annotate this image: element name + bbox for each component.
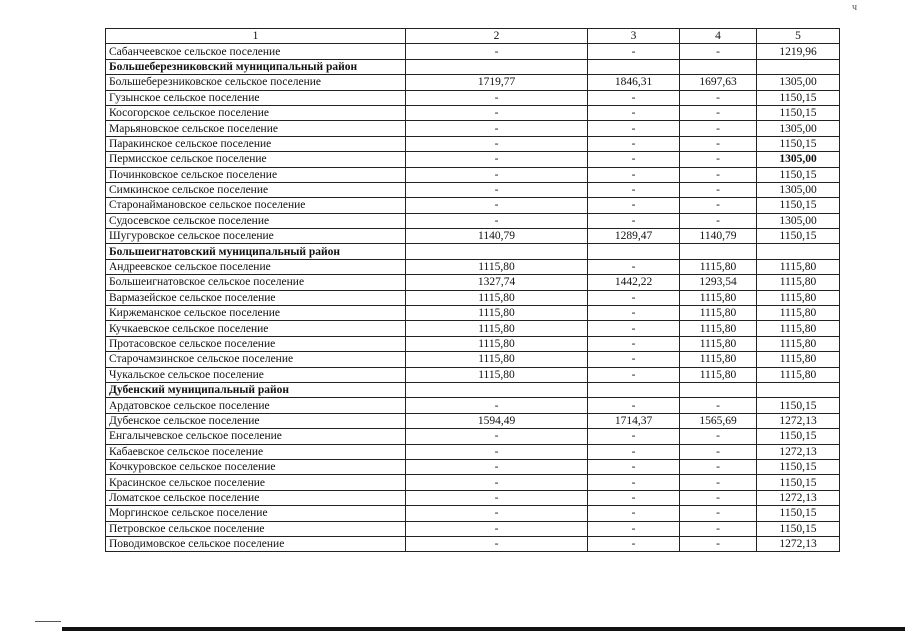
value-col-3: -	[588, 459, 680, 474]
value-col-3: 1846,31	[588, 75, 680, 90]
column-header-5: 5	[757, 29, 840, 44]
district-name: Большеигнатовский муниципальный район	[106, 244, 406, 259]
settlement-name: Кучкаевское сельское поселение	[106, 321, 406, 336]
table-row	[106, 321, 840, 336]
value-col-3: -	[588, 444, 680, 459]
value-col-4: 1115,80	[680, 352, 757, 367]
table-row	[106, 167, 840, 182]
value-col-3: -	[588, 44, 680, 59]
column-header-2: 2	[406, 29, 588, 44]
value-col-3: -	[588, 167, 680, 182]
page-bottom-edge	[62, 627, 905, 631]
value-col-3: -	[588, 105, 680, 120]
value-col-4: -	[680, 182, 757, 197]
value-col-4: 1293,54	[680, 275, 757, 290]
table-row	[106, 121, 840, 136]
value-col-5: 1305,00	[757, 152, 840, 167]
value-col-5: 1272,13	[757, 413, 840, 428]
settlement-name: Протасовское сельское поселение	[106, 336, 406, 351]
table-row	[106, 429, 840, 444]
value-col-3: -	[588, 536, 680, 551]
value-col-4: -	[680, 398, 757, 413]
settlement-name: Паракинское сельское поселение	[106, 136, 406, 151]
table-row	[106, 459, 840, 474]
value-col-3: -	[588, 321, 680, 336]
value-col-4: -	[680, 44, 757, 59]
value-col-2: -	[406, 398, 588, 413]
value-col-4: 1115,80	[680, 321, 757, 336]
value-col-3: -	[588, 136, 680, 151]
table-row	[106, 75, 840, 90]
value-col-3: -	[588, 290, 680, 305]
table-row	[106, 259, 840, 274]
table-row	[106, 152, 840, 167]
value-col-5: 1150,15	[757, 229, 840, 244]
value-col-4: -	[680, 429, 757, 444]
column-header-4: 4	[680, 29, 757, 44]
value-col-4: 1115,80	[680, 367, 757, 382]
table-row	[106, 352, 840, 367]
value-col-5: 1150,15	[757, 521, 840, 536]
value-col-2: -	[406, 429, 588, 444]
value-col-4: -	[680, 121, 757, 136]
table-row	[106, 490, 840, 505]
value-col-2: 1140,79	[406, 229, 588, 244]
value-col-3: -	[588, 398, 680, 413]
value-col-3	[588, 244, 680, 259]
table-row	[106, 444, 840, 459]
value-col-4: 1115,80	[680, 290, 757, 305]
value-col-4: -	[680, 444, 757, 459]
table-row	[106, 275, 840, 290]
settlement-name: Ломатское сельское поселение	[106, 490, 406, 505]
value-col-3: 1289,47	[588, 229, 680, 244]
scan-artifact	[35, 621, 61, 622]
value-col-2: 1115,80	[406, 290, 588, 305]
value-col-5: 1305,00	[757, 75, 840, 90]
value-col-2: 1115,80	[406, 352, 588, 367]
value-col-5: 1305,00	[757, 182, 840, 197]
table-row	[106, 90, 840, 105]
value-col-2: -	[406, 121, 588, 136]
value-col-4: 1115,80	[680, 259, 757, 274]
value-col-2	[406, 382, 588, 397]
settlement-name: Андреевское сельское поселение	[106, 259, 406, 274]
settlement-name: Большеигнатовское сельское поселение	[106, 275, 406, 290]
table-row	[106, 290, 840, 305]
page-corner-mark: ч	[851, 2, 857, 13]
settlement-name: Енгалычевское сельское поселение	[106, 429, 406, 444]
value-col-4: -	[680, 521, 757, 536]
value-col-5: 1115,80	[757, 306, 840, 321]
table-row	[106, 336, 840, 351]
value-col-4: 1115,80	[680, 336, 757, 351]
settlement-name: Сабанчеевское сельское поселение	[106, 44, 406, 59]
value-col-4: -	[680, 506, 757, 521]
value-col-5	[757, 244, 840, 259]
value-col-5: 1150,15	[757, 475, 840, 490]
value-col-4: -	[680, 536, 757, 551]
value-col-5	[757, 59, 840, 74]
value-col-2: -	[406, 213, 588, 228]
settlement-name: Красинское сельское поселение	[106, 475, 406, 490]
settlement-name: Ардатовское сельское поселение	[106, 398, 406, 413]
value-col-4: -	[680, 167, 757, 182]
value-col-2: -	[406, 506, 588, 521]
value-col-3: -	[588, 475, 680, 490]
value-col-5: 1305,00	[757, 213, 840, 228]
value-col-3: -	[588, 506, 680, 521]
table-row	[106, 213, 840, 228]
value-col-2: 1327,74	[406, 275, 588, 290]
table-row	[106, 413, 840, 428]
table-row	[106, 182, 840, 197]
table-row	[106, 198, 840, 213]
value-col-2: -	[406, 90, 588, 105]
value-col-2: -	[406, 475, 588, 490]
table-row	[106, 105, 840, 120]
value-col-3: -	[588, 352, 680, 367]
value-col-5: 1272,13	[757, 444, 840, 459]
table-row	[106, 398, 840, 413]
value-col-2: 1719,77	[406, 75, 588, 90]
value-col-2: -	[406, 136, 588, 151]
value-col-4: 1115,80	[680, 306, 757, 321]
value-col-4: -	[680, 213, 757, 228]
table-row	[106, 136, 840, 151]
value-col-4: -	[680, 105, 757, 120]
settlement-name: Кабаевское сельское поселение	[106, 444, 406, 459]
value-col-5: 1150,15	[757, 459, 840, 474]
value-col-5: 1115,80	[757, 336, 840, 351]
district-header-row	[106, 59, 840, 74]
value-col-2: 1115,80	[406, 306, 588, 321]
value-col-3: -	[588, 213, 680, 228]
value-col-3: -	[588, 121, 680, 136]
value-col-3: -	[588, 90, 680, 105]
value-col-4: -	[680, 152, 757, 167]
value-col-2: -	[406, 536, 588, 551]
value-col-3: -	[588, 182, 680, 197]
settlement-name: Симкинское сельское поселение	[106, 182, 406, 197]
value-col-5: 1150,15	[757, 90, 840, 105]
table-row	[106, 475, 840, 490]
value-col-2: -	[406, 444, 588, 459]
value-col-4: 1565,69	[680, 413, 757, 428]
settlement-name: Судосевское сельское поселение	[106, 213, 406, 228]
table-row	[106, 229, 840, 244]
tariff-table	[105, 28, 840, 552]
value-col-3: -	[588, 259, 680, 274]
settlement-name: Петровское сельское поселение	[106, 521, 406, 536]
value-col-2: -	[406, 182, 588, 197]
value-col-4: -	[680, 459, 757, 474]
value-col-2: -	[406, 167, 588, 182]
value-col-2: 1115,80	[406, 336, 588, 351]
value-col-2: -	[406, 459, 588, 474]
value-col-4	[680, 382, 757, 397]
value-col-2: -	[406, 105, 588, 120]
settlement-name: Дубенское сельское поселение	[106, 413, 406, 428]
value-col-4	[680, 244, 757, 259]
value-col-2: 1115,80	[406, 259, 588, 274]
settlement-name: Пермисское сельское поселение	[106, 152, 406, 167]
value-col-3: 1714,37	[588, 413, 680, 428]
settlement-name: Старонаймановское сельское поселение	[106, 198, 406, 213]
column-header-3: 3	[588, 29, 680, 44]
table-body	[106, 29, 840, 552]
value-col-5: 1150,15	[757, 198, 840, 213]
value-col-3	[588, 59, 680, 74]
settlement-name: Кочкуровское сельское поселение	[106, 459, 406, 474]
value-col-5: 1115,80	[757, 259, 840, 274]
value-col-5: 1272,13	[757, 536, 840, 551]
value-col-3: 1442,22	[588, 275, 680, 290]
value-col-2: -	[406, 152, 588, 167]
table-row	[106, 306, 840, 321]
settlement-name: Шугуровское сельское поселение	[106, 229, 406, 244]
value-col-4: -	[680, 136, 757, 151]
value-col-3: -	[588, 490, 680, 505]
table-row	[106, 536, 840, 551]
settlement-name: Киржеманское сельское поселение	[106, 306, 406, 321]
table-row	[106, 506, 840, 521]
district-header-row	[106, 382, 840, 397]
value-col-5: 1115,80	[757, 321, 840, 336]
district-name: Большеберезниковский муниципальный район	[106, 59, 406, 74]
settlement-name: Гузынское сельское поселение	[106, 90, 406, 105]
value-col-5: 1115,80	[757, 352, 840, 367]
value-col-2: -	[406, 490, 588, 505]
value-col-5: 1115,80	[757, 367, 840, 382]
value-col-4: 1697,63	[680, 75, 757, 90]
value-col-4: 1140,79	[680, 229, 757, 244]
settlement-name: Починковское сельское поселение	[106, 167, 406, 182]
value-col-5: 1150,15	[757, 105, 840, 120]
value-col-3	[588, 382, 680, 397]
settlement-name: Чукальское сельское поселение	[106, 367, 406, 382]
value-col-5: 1150,15	[757, 167, 840, 182]
value-col-5: 1150,15	[757, 136, 840, 151]
value-col-2: 1115,80	[406, 321, 588, 336]
column-number-row	[106, 29, 840, 44]
value-col-3: -	[588, 152, 680, 167]
settlement-name: Большеберезниковское сельское поселение	[106, 75, 406, 90]
value-col-3: -	[588, 429, 680, 444]
value-col-2: -	[406, 198, 588, 213]
value-col-4: -	[680, 475, 757, 490]
district-name: Дубенский муниципальный район	[106, 382, 406, 397]
value-col-3: -	[588, 306, 680, 321]
settlement-name: Вармазейское сельское поселение	[106, 290, 406, 305]
value-col-4: -	[680, 90, 757, 105]
table-row	[106, 521, 840, 536]
value-col-3: -	[588, 367, 680, 382]
value-col-3: -	[588, 521, 680, 536]
value-col-2	[406, 59, 588, 74]
value-col-5: 1150,15	[757, 429, 840, 444]
settlement-name: Старочамзинское сельское поселение	[106, 352, 406, 367]
value-col-4: -	[680, 198, 757, 213]
value-col-4: -	[680, 490, 757, 505]
value-col-2	[406, 244, 588, 259]
value-col-2: 1115,80	[406, 367, 588, 382]
value-col-5: 1115,80	[757, 275, 840, 290]
settlement-name: Поводимовское сельское поселение	[106, 536, 406, 551]
value-col-5: 1305,00	[757, 121, 840, 136]
value-col-5: 1219,96	[757, 44, 840, 59]
value-col-2: -	[406, 521, 588, 536]
value-col-5: 1150,15	[757, 398, 840, 413]
value-col-5	[757, 382, 840, 397]
value-col-5: 1115,80	[757, 290, 840, 305]
table-row	[106, 367, 840, 382]
value-col-3: -	[588, 198, 680, 213]
value-col-2: -	[406, 44, 588, 59]
value-col-4	[680, 59, 757, 74]
settlement-name: Косогорское сельское поселение	[106, 105, 406, 120]
table-row	[106, 44, 840, 59]
value-col-5: 1272,13	[757, 490, 840, 505]
value-col-5: 1150,15	[757, 506, 840, 521]
district-header-row	[106, 244, 840, 259]
settlement-name: Марьяновское сельское поселение	[106, 121, 406, 136]
value-col-2: 1594,49	[406, 413, 588, 428]
column-header-1: 1	[106, 29, 406, 44]
settlement-name: Моргинское сельское поселение	[106, 506, 406, 521]
value-col-3: -	[588, 336, 680, 351]
